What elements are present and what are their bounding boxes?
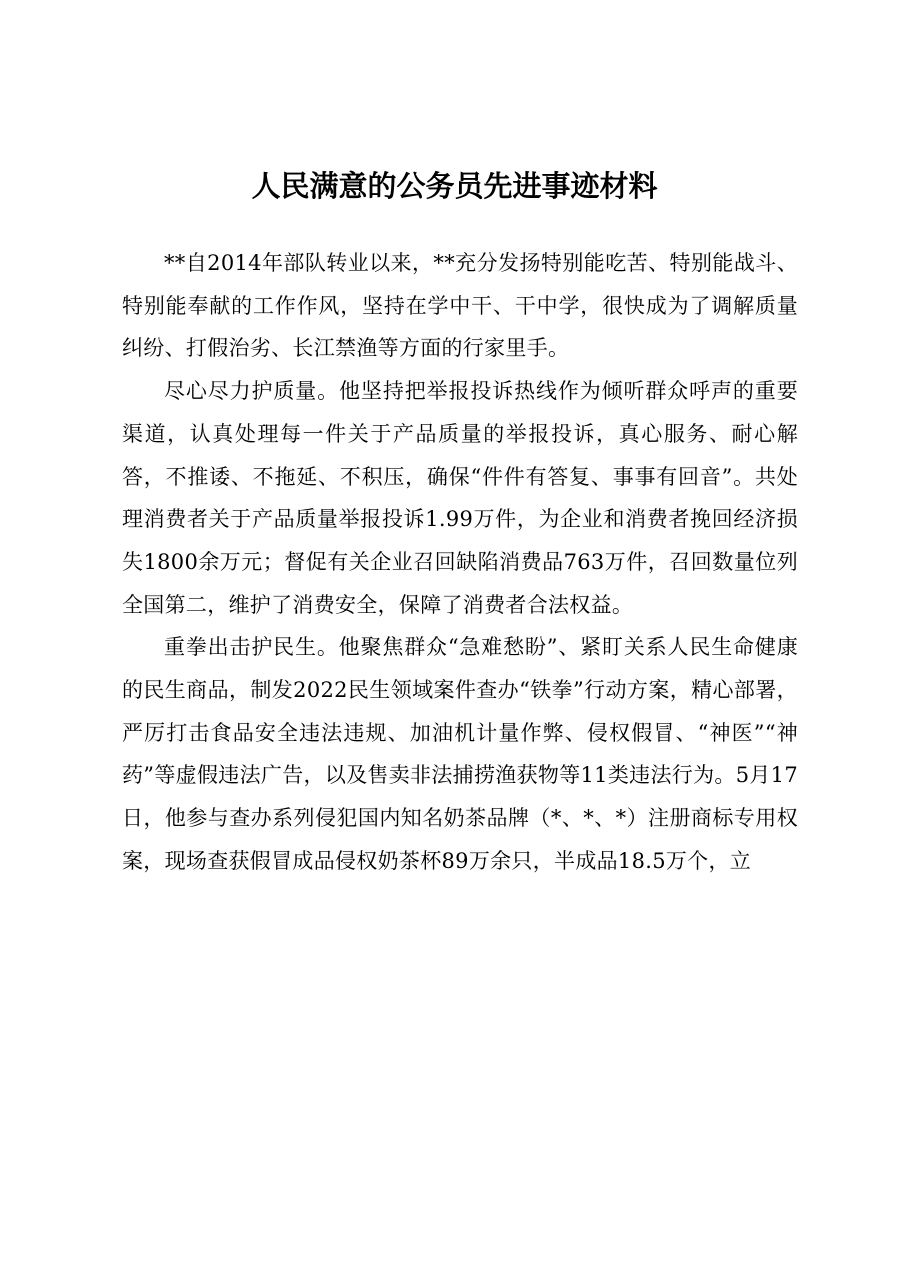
paragraph-livelihood: 重拳出击护民生。他聚焦群众“急难愁盼”、紧盯关系人民生命健康的民生商品，制发2022民生领域案件查办“铁拳”行动方案，精心部署，严厉打击食品安全违法违规、加油机计量作弊、侵权假冒、“神医”“神药”等虚假违法广告，以及售卖非法捕捞渔获物等11类违法行为。5月17日，他参与查办系列侵犯国内知名奶茶品牌（*、*、*）注册商标专用权案，现场查获假冒成品侵权奶茶杯89万余只，半成品18.5万个，立 xyxy=(122,635,798,873)
paragraph-intro: **自2014年部队转业以来，**充分发扬特别能吃苦、特别能战斗、特别能奉献的工作作风，坚持在学中干、干中学，很快成为了调解质量纠纷、打假治劣、长江禁渔等方面的行家里手。 xyxy=(122,251,798,361)
paragraph-quality: 尽心尽力护质量。他坚持把举报投诉热线作为倾听群众呼声的重要渠道，认真处理每一件关于产品质量的举报投诉，真心服务、耐心解答，不推诿、不拖延、不积压，确保“件件有答复、事事有回音”。共处理消费者关于产品质量举报投诉1.99万件，为企业和消费者挽回经济损失1800余万元；督促有关企业召回缺陷消费品763万件，召回数量位列全国第二，维护了消费安全，保障了消费者合法权益。 xyxy=(122,379,798,617)
document-body xyxy=(122,242,798,883)
document-title: 人民满意的公务员先进事迹材料 xyxy=(251,169,658,203)
